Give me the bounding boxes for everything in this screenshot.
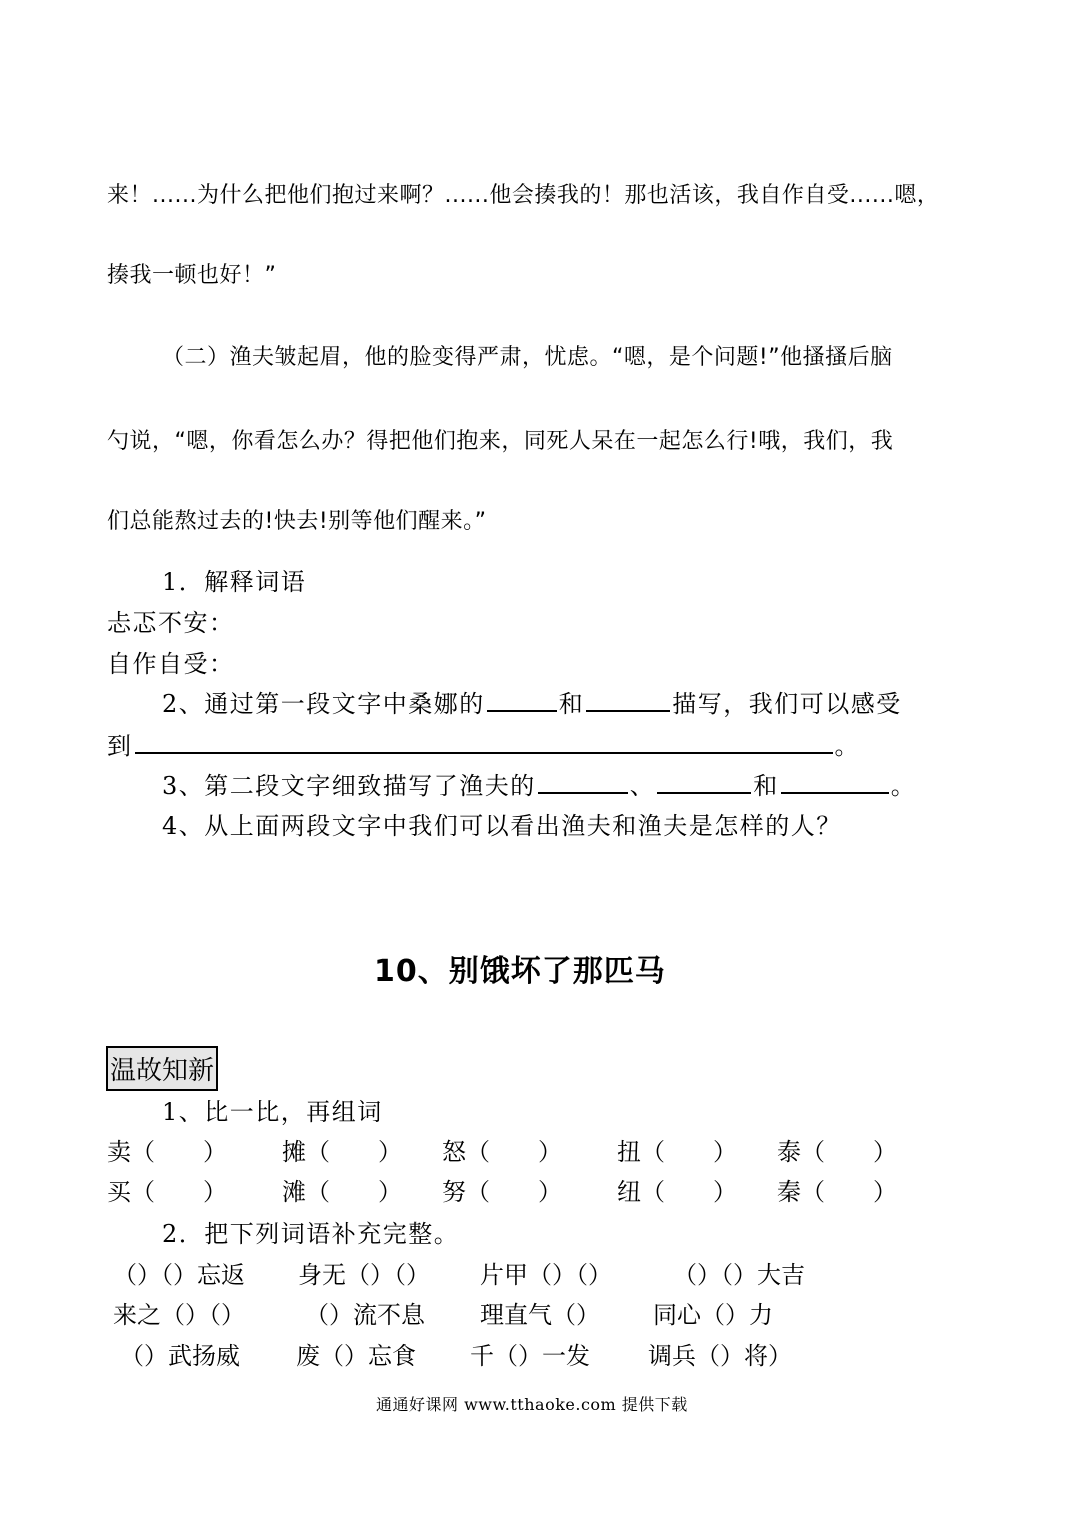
answer-blank[interactable]: [586, 688, 670, 712]
word-pair-item: 卖（ ）: [107, 1138, 227, 1166]
question-2-text-a: 2、通过第一段文字中桑娜的: [162, 690, 485, 718]
answer-blank[interactable]: [487, 688, 557, 712]
idiom-item: 来之（）（）: [113, 1301, 245, 1329]
question-3-text: 3、第二段文字细致描写了渔夫的: [162, 772, 536, 800]
passage-line-2: 揍我一顿也好！”: [107, 263, 277, 288]
answer-blank[interactable]: [781, 770, 889, 794]
question-2-line-1: [162, 684, 902, 719]
question-3: [162, 766, 916, 801]
question-4: 4、从上面两段文字中我们可以看出渔夫和渔夫是怎样的人？: [162, 812, 842, 840]
word-pair-item: 怒（ ）: [442, 1138, 562, 1166]
idiom-item: 千（）一发: [470, 1342, 590, 1370]
exercise-1-title: 1、比一比，再组词: [162, 1098, 383, 1126]
idiom-item: 同心（）力: [653, 1301, 773, 1329]
idiom-item: 身无（）（）: [298, 1261, 430, 1289]
question-2-line-2-start: 到: [107, 732, 133, 760]
word-pair-item: 努（ ）: [442, 1178, 562, 1206]
word-pair-item: 滩（ ）: [282, 1178, 402, 1206]
idiom-item: （）（）大吉: [673, 1261, 805, 1289]
question-3-end: 。: [890, 772, 917, 800]
passage-line-3: （二）渔夫皱起眉，他的脸变得严肃，忧虑。“嗯，是个问题!”他搔搔后脑: [162, 345, 893, 370]
idiom-item: 废（）忘食: [296, 1342, 416, 1370]
question-1-title: 1．解释词语: [162, 568, 307, 596]
word-pair-item: 扭（ ）: [617, 1138, 737, 1166]
passage-line-4: 勺说，“嗯，你看怎么办？得把他们抱来，同死人呆在一起怎么行!哦，我们，我: [107, 429, 894, 454]
question-2-line-2-end: 。: [834, 732, 860, 760]
question-1-word-1: 忐忑不安：: [107, 609, 235, 637]
lesson-title: 10、别饿坏了那匹马: [374, 954, 666, 989]
idiom-item: 理直气（）: [480, 1301, 600, 1329]
question-2-line-2: [107, 726, 860, 761]
idiom-item: （）流不息: [305, 1301, 425, 1329]
answer-blank[interactable]: [538, 770, 628, 794]
footer-credit: 通通好课网 www.tthaoke.com 提供下载: [376, 1395, 688, 1414]
word-pair-item: 秦（ ）: [777, 1178, 897, 1206]
passage-line-1: 来！......为什么把他们抱过来啊？......他会揍我的！那也活该，我自作自受......嗯，: [107, 183, 940, 208]
idiom-item: （）（）忘返: [113, 1261, 245, 1289]
word-pair-item: 摊（ ）: [282, 1138, 402, 1166]
answer-blank[interactable]: [657, 770, 751, 794]
passage-line-5: 们总能熬过去的!快去!别等他们醒来。”: [107, 509, 487, 534]
idiom-item: （）武扬威: [120, 1342, 240, 1370]
question-3-sep: 、: [629, 772, 656, 800]
word-pair-item: 纽（ ）: [617, 1178, 737, 1206]
question-2-text-b: 描写，我们可以感受: [672, 690, 902, 718]
word-pair-item: 买（ ）: [107, 1178, 227, 1206]
question-2-and: 和: [558, 690, 585, 718]
idiom-item: 调兵（）将）: [648, 1342, 792, 1370]
section-label: 温故知新: [106, 1046, 218, 1091]
question-1-word-2: 自作自受：: [107, 650, 235, 678]
answer-blank-long[interactable]: [135, 730, 833, 754]
question-3-and: 和: [753, 772, 779, 800]
idiom-item: 片甲（）（）: [480, 1261, 612, 1289]
exercise-2-title: 2．把下列词语补充完整。: [162, 1220, 460, 1248]
word-pair-item: 泰（ ）: [777, 1138, 897, 1166]
